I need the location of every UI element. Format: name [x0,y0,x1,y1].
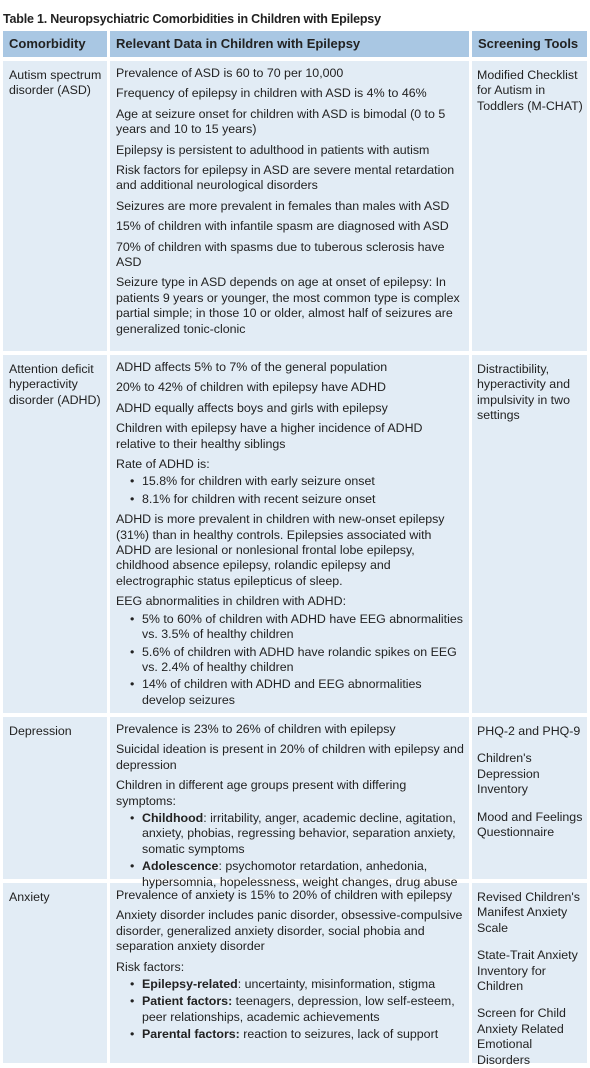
list-item: Suicidal ideation is present in 20% of children with epilepsy and depression [116,742,464,772]
list-item: Children in different age groups present with differing symptoms: [116,778,407,808]
list-item: Risk factors: [116,959,185,974]
list-item: Anxiety disorder includes panic disorder, obsessive-compulsive disorder, generalized anxiety disorder, social phobia and separation anxiety disorder [116,908,463,954]
bullet-item: • Epilepsy-related: uncertainty, misinformation, stigma [130,977,436,992]
bullet-item: • 8.1% for children with recent seizure onset [130,491,376,506]
bullet-icon: • [130,977,135,992]
bullet-item: • 5% to 60% of children with ADHD have EEG abnormalities vs. 3.5% of healthy children [130,611,463,642]
bullet-item: • 15.8% for children with early seizure onset [130,474,375,489]
list-item: ADHD equally affects boys and girls with epilepsy [116,400,388,415]
bullet-icon: • [130,474,135,489]
list-item: 15% of children with infantile spasm are diagnosed with ASD [116,219,449,234]
bullet-icon: • [130,994,135,1009]
tool-item: Children's Depression Inventory [477,751,540,797]
tool-item: Revised Children's Manifest Anxiety Scale [477,890,580,935]
bullet-icon: • [130,611,135,626]
bullet-item: • Patient factors: teenagers, depression, low self-esteem, peer relationships, academic achievements [130,994,455,1024]
comorbidity-cell: Attention deficit hyperactivity disorder (ADHD) [3,355,107,713]
list-item: ADHD is more prevalent in children with new-onset epilepsy (31%) than in healthy controls. Epilepsies associated with ADHD are lesional or nonlesional frontal lobe epilepsy, childhood absence epilepsy, rolandic epilepsy and electrographic status epilepticus of sleep. [116,512,445,588]
bullet-item: • Childhood: irritability, anger, academic decline, agitation, anxiety, phobias, regressing behavior, separation anxiety, somatic symptoms [130,811,456,856]
list-item: Seizures are more prevalent in females than males with ASD [116,198,450,213]
table-row [3,883,587,1067]
tools-cell [472,883,587,1067]
list-item: Prevalence of anxiety is 15% to 20% of children with epilepsy [116,888,453,902]
tool-item: Mood and Feelings Questionnaire [477,809,583,840]
tools-cell [472,355,587,713]
header-comorbidity: Comorbidity [3,31,107,57]
bullet-item: • 5.6% of children with ADHD have rolandic spikes on EEG vs. 2.4% of healthy children [130,644,457,674]
comorbidity-cell: Depression [3,717,107,879]
table-header-row [3,31,587,57]
tools-cell [472,717,587,879]
comorbidity-table [3,31,587,1067]
list-item: 20% to 42% of children with epilepsy have ADHD [116,380,386,395]
header-screening-tools: Screening Tools [472,31,587,57]
table-row [3,717,587,889]
list-item: Age at seizure onset for children with ASD is bimodal (0 to 5 years and 10 to 15 years) [116,106,446,137]
bullet-icon: • [130,677,135,692]
data-cell [110,717,469,889]
tool-item: Screen for Child Anxiety Related Emotional Disorders [477,1006,566,1067]
document [3,0,587,1067]
list-item: 70% of children with spasms due to tuberous sclerosis have ASD [116,239,445,270]
data-cell [110,61,469,351]
comorbidity-cell: Autism spectrum disorder (ASD) [3,61,107,351]
tool-item: Distractibility, hyperactivity and impulsivity in two settings [477,362,570,423]
list-item: Children with epilepsy have a higher incidence of ADHD relative to their healthy siblings [116,421,423,451]
list-item: Risk factors for epilepsy in ASD are severe mental retardation and additional neurological disorders [116,163,455,193]
bullet-item: • 14% of children with ADHD and EEG abnormalities develop seizures [130,677,422,707]
bullet-icon: • [130,859,135,874]
tool-item: PHQ-2 and PHQ-9 [477,724,581,738]
data-cell [110,883,469,1063]
list-item: Frequency of epilepsy in children with ASD is 4% to 46% [116,86,427,101]
header-relevant-data: Relevant Data in Children with Epilepsy [110,31,469,57]
tools-cell [472,61,587,351]
bullet-icon: • [130,1027,135,1042]
bullet-item: • Parental factors: reaction to seizures, lack of support [130,1027,439,1042]
bullet-icon: • [130,491,135,506]
comorbidity-cell: Anxiety [3,883,107,1063]
list-item: Prevalence is 23% to 26% of children with epilepsy [116,722,396,736]
bullet-item: • Adolescence: psychomotor retardation, anhedonia, hypersomnia, hopelessness, weight changes, drug abuse [130,859,458,889]
list-item: Seizure type in ASD depends on age at onset of epilepsy: In patients 9 years or younger, the most common type is complex partial simple; in those 10 or older, almost half of seizures are generalized tonic-clonic [116,275,460,336]
tool-item: Modified Checklist for Autism in Toddlers (M-CHAT) [477,68,583,113]
list-item: Rate of ADHD is: [116,457,210,472]
list-item: EEG abnormalities in children with ADHD: [116,594,347,609]
table-row [3,355,587,713]
list-item: ADHD affects 5% to 7% of the general population [116,360,388,374]
tool-item: State-Trait Anxiety Inventory for Children [477,948,578,994]
list-item: Epilepsy is persistent to adulthood in patients with autism [116,142,430,157]
table-title: Table 1. Neuropsychiatric Comorbidities in Children with Epilepsy [3,12,381,26]
data-cell [110,355,469,713]
table-row [3,61,587,351]
bullet-icon: • [130,644,135,659]
list-item: Prevalence of ASD is 60 to 70 per 10,000 [116,66,344,80]
bullet-icon: • [130,811,135,826]
